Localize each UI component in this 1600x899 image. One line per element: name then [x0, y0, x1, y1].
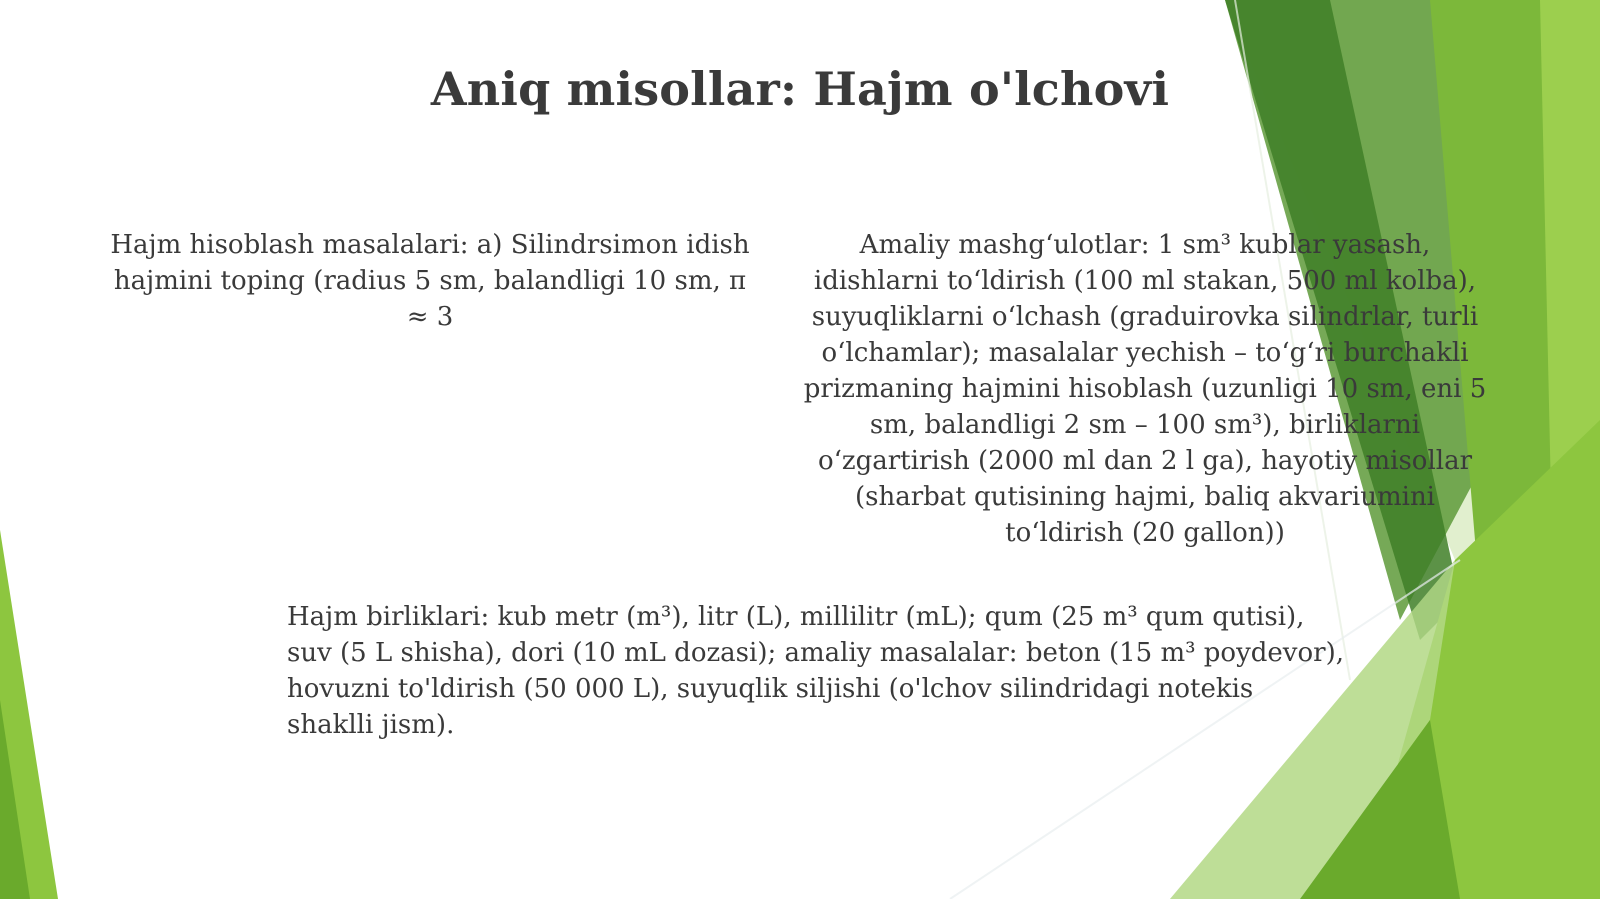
- right-text-block: Amaliy mashg‘ulotlar: 1 sm³ kublar yasash, idishlarni to‘ldirish (100 ml stakan, 500 ml kolba), suyuqliklarni o‘lchash (graduirovka silindrlar, turli o‘lchamlar); masalalar yechish – to‘g‘ri burchakli prizmaning hajmini hisoblash (uzunligi 10 sm, eni 5 sm, balandligi 2 sm – 100 sm³), birliklarni o‘zgartirish (2000 ml dan 2 l ga), hayotiy misollar (sharbat qutisining hajmi, baliq akvariumini to‘ldirish (20 gallon)): [803, 230, 1487, 548]
- bottom-text-block: Hajm birliklari: kub metr (m³), litr (L), millilitr (mL); qum (25 m³ qum qutisi), suv (5 L shisha), dori (10 mL dozasi); amaliy masalalar: beton (15 m³ poydevor), hovuzni to'ldirish (50 000 L), suyuqlik siljishi (o'lchov silindridagi notekis shaklli jism).: [287, 602, 1344, 740]
- slide-title: Aniq misollar: Hajm o'lchovi: [430, 62, 1170, 116]
- left-text-block: Hajm hisoblash masalalari: a) Silindrsimon idish hajmini toping (radius 5 sm, balandligi 10 sm, π ≈ 3: [110, 230, 750, 332]
